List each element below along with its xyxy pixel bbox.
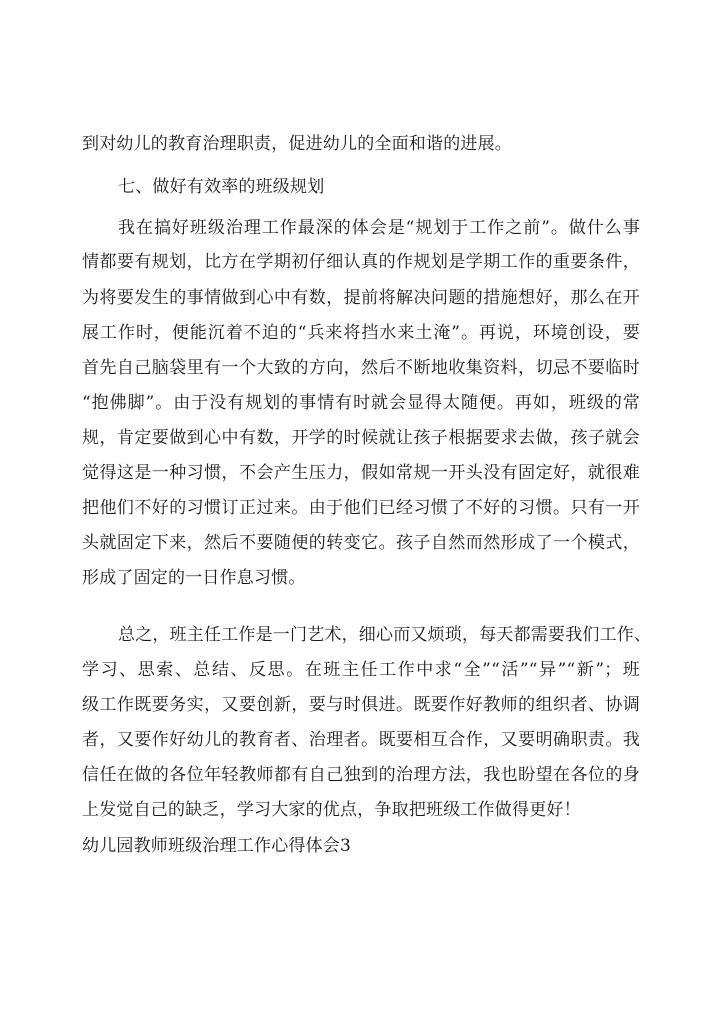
paragraph-line: 信任在做的各位年轻教师都有自己独到的治理方法，我也盼望在各位的身 bbox=[82, 765, 640, 785]
paragraph-line: 总之，班主任工作是一门艺术，细心而又烦琐，每天都需要我们工作、 bbox=[118, 625, 652, 645]
paragraph-line: 展工作时，便能沉着不迫的“兵来将挡水来土淹”。再说，环境创设，要 bbox=[82, 323, 640, 343]
paragraph-line: 我在搞好班级治理工作最深的体会是“规划于工作之前”。做什么事 bbox=[118, 218, 640, 238]
paragraph-line: 情都要有规划，比方在学期初仔细认真的作规划是学期工作的重要条件， bbox=[82, 252, 640, 272]
paragraph-line: 首先自己脑袋里有一个大致的方向，然后不断地收集资料，切忌不要临时 bbox=[82, 358, 640, 378]
paragraph-line: “抱佛脚”。由于没有规划的事情有时就会显得太随便。再如，班级的常 bbox=[82, 393, 640, 413]
paragraph-line: 为将要发生的事情做到心中有数，提前将解决问题的措施想好，那么在开 bbox=[82, 288, 640, 308]
paragraph-line: 到对幼儿的教育治理职责，促进幼儿的全面和谐的进展。 bbox=[82, 134, 512, 154]
paragraph-line: 上发觉自己的缺乏，学习大家的优点，争取把班级工作做得更好！ bbox=[82, 800, 581, 820]
paragraph-line: 学习、思索、总结、反思。在班主任工作中求“全”“活”“异”“新”；班 bbox=[82, 660, 640, 680]
paragraph-line: 者，又要作好幼儿的教育者、治理者。既要相互合作，又要明确职责。我 bbox=[82, 730, 640, 750]
paragraph-line: 形成了固定的一日作息习惯。 bbox=[82, 568, 306, 588]
section-heading: 七、做好有效率的班级规划 bbox=[118, 177, 325, 197]
document-title-line: 幼儿园教师班级治理工作心得体会3 bbox=[82, 836, 352, 856]
paragraph-line: 规，肯定要做到心中有数，开学的时候就让孩子根据要求去做，孩子就会 bbox=[82, 428, 640, 448]
paragraph-line: 头就固定下来，然后不要随便的转变它。孩子自然而然形成了一个模式， bbox=[82, 533, 640, 553]
paragraph-line: 觉得这是一种习惯，不会产生压力，假如常规一开头没有固定好，就很难 bbox=[82, 463, 640, 483]
paragraph-line: 把他们不好的习惯订正过来。由于他们已经习惯了不好的习惯。只有一开 bbox=[82, 498, 640, 518]
paragraph-line: 级工作既要务实，又要创新，要与时俱进。既要作好教师的组织者、协调 bbox=[82, 695, 640, 715]
